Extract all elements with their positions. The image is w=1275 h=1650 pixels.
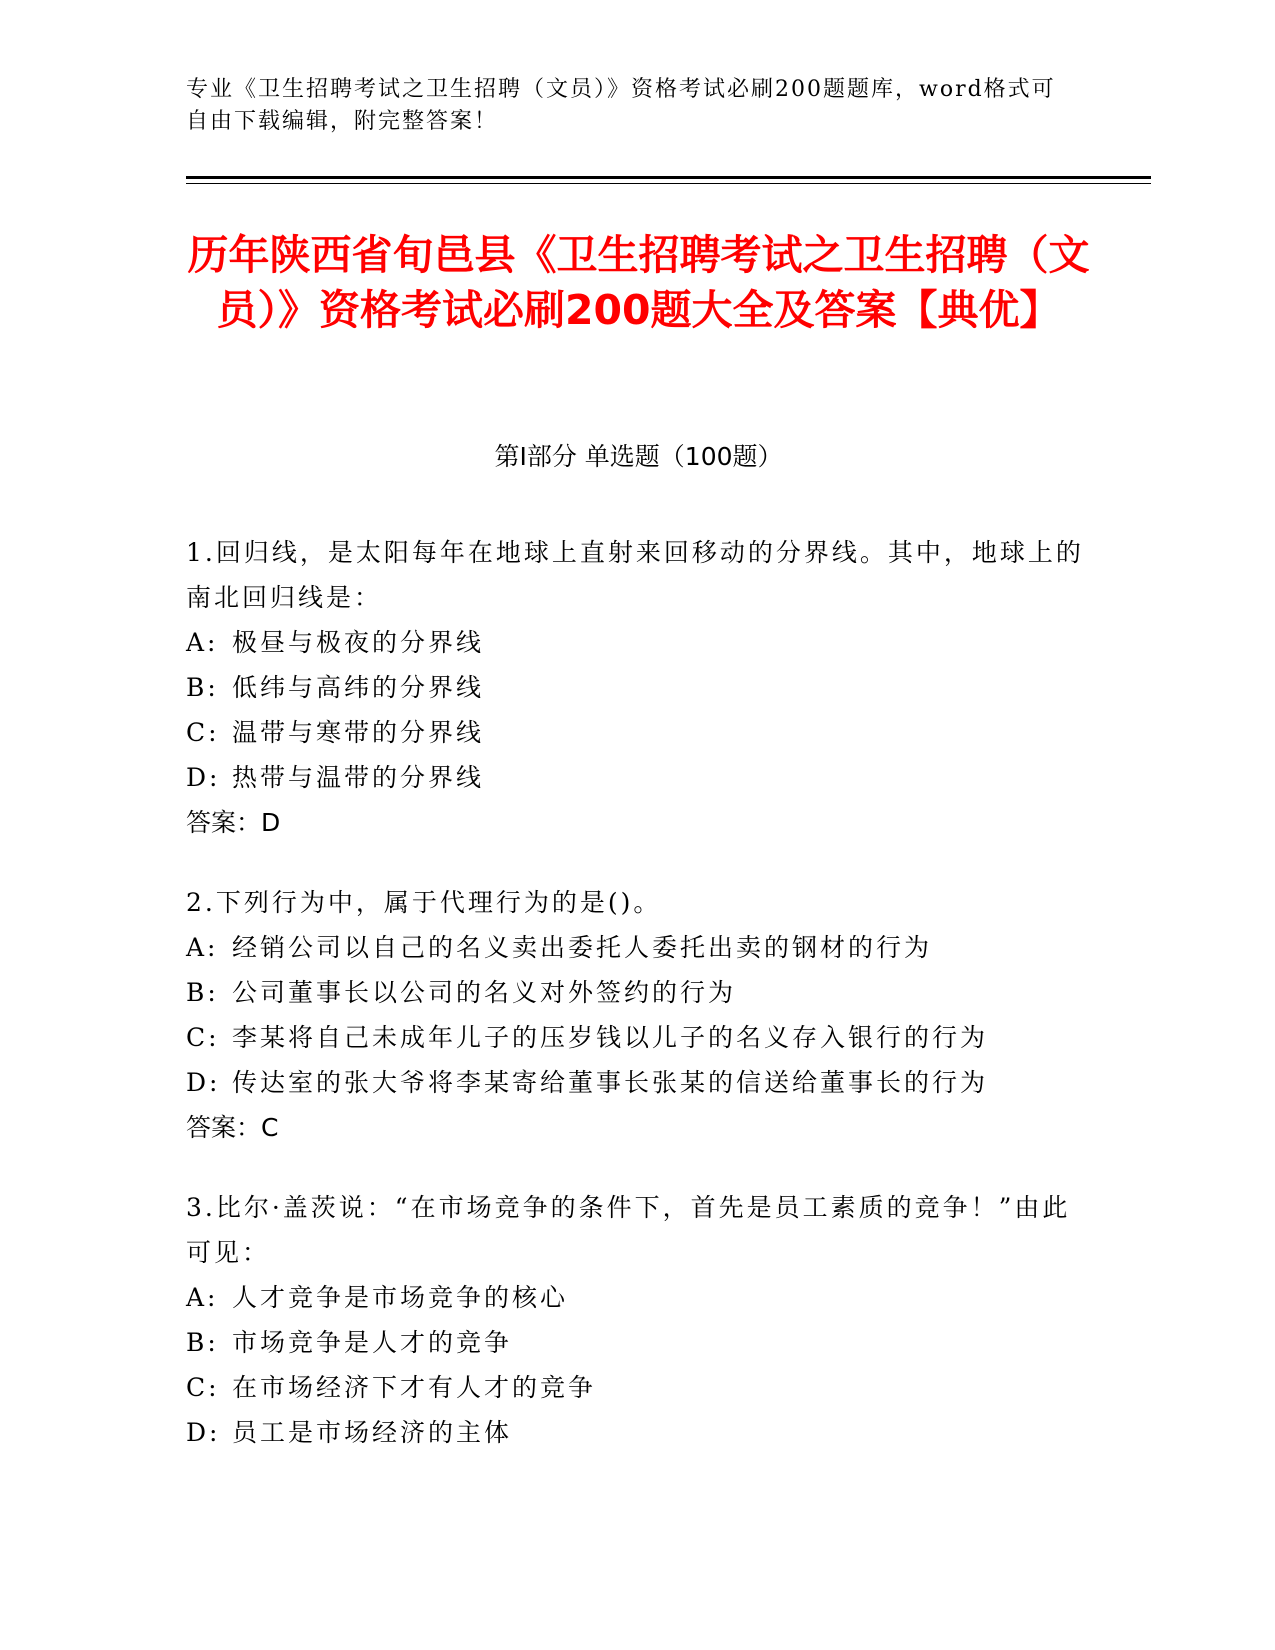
question-stem: 2.下列行为中，属于代理行为的是()。 — [186, 888, 662, 917]
option-text: 市场竞争是人才的竞争 — [232, 1328, 513, 1357]
option-c — [186, 1365, 1086, 1410]
option-key: B: — [186, 1328, 219, 1357]
option-b — [186, 970, 1086, 1015]
option-key: B: — [186, 978, 219, 1007]
option-d — [186, 1410, 1086, 1455]
option-key: D: — [186, 763, 221, 792]
option-c — [186, 710, 1086, 755]
option-text: 员工是市场经济的主体 — [232, 1418, 513, 1447]
option-text: 传达室的张大爷将李某寄给董事长张某的信送给董事长的行为 — [232, 1068, 989, 1097]
option-a — [186, 1275, 1086, 1320]
option-text: 经销公司以自己的名义卖出委托人委托出卖的钢材的行为 — [232, 933, 933, 962]
option-key: A: — [186, 628, 219, 657]
option-key: A: — [186, 933, 219, 962]
option-b — [186, 1320, 1086, 1365]
header-rule-thick — [186, 176, 1151, 179]
option-text: 热带与温带的分界线 — [232, 763, 485, 792]
header-note: 专业《卫生招聘考试之卫生招聘（文员）》资格考试必刷200题题库，word格式可自由下载编辑，附完整答案！ — [186, 77, 1056, 134]
option-text: 极昼与极夜的分界线 — [232, 628, 485, 657]
answer: 答案：D — [186, 808, 281, 837]
option-a — [186, 925, 1086, 970]
option-text: 温带与寒带的分界线 — [232, 718, 485, 747]
question-list — [186, 530, 1086, 1490]
question-2 — [186, 880, 1086, 1150]
option-key: A: — [186, 1283, 219, 1312]
header-rule-thin — [186, 183, 1151, 184]
document-title: 历年陕西省旬邑县《卫生招聘考试之卫生招聘（文员）》资格考试必刷200题大全及答案【典优】 — [187, 231, 1090, 334]
option-d — [186, 755, 1086, 800]
question-3 — [186, 1185, 1086, 1455]
option-key: C: — [186, 1023, 220, 1052]
section-title: 第Ⅰ部分 单选题（100题） — [494, 442, 783, 471]
option-key: C: — [186, 1373, 220, 1402]
question-stem: 3.比尔·盖茨说：“在市场竞争的条件下，首先是员工素质的竞争！”由此可见： — [186, 1193, 1071, 1267]
answer: 答案：C — [186, 1113, 279, 1142]
question-1 — [186, 530, 1086, 845]
option-key: D: — [186, 1068, 221, 1097]
option-text: 人才竞争是市场竞争的核心 — [232, 1283, 569, 1312]
question-stem: 1.回归线，是太阳每年在地球上直射来回移动的分界线。其中，地球上的南北回归线是： — [186, 538, 1084, 612]
option-text: 李某将自己未成年儿子的压岁钱以儿子的名义存入银行的行为 — [232, 1023, 989, 1052]
option-text: 公司董事长以公司的名义对外签约的行为 — [232, 978, 737, 1007]
option-a — [186, 620, 1086, 665]
option-b — [186, 665, 1086, 710]
option-d — [186, 1060, 1086, 1105]
option-key: C: — [186, 718, 220, 747]
option-key: B: — [186, 673, 219, 702]
option-c — [186, 1015, 1086, 1060]
option-text: 低纬与高纬的分界线 — [232, 673, 485, 702]
option-text: 在市场经济下才有人才的竞争 — [232, 1373, 597, 1402]
option-key: D: — [186, 1418, 221, 1447]
